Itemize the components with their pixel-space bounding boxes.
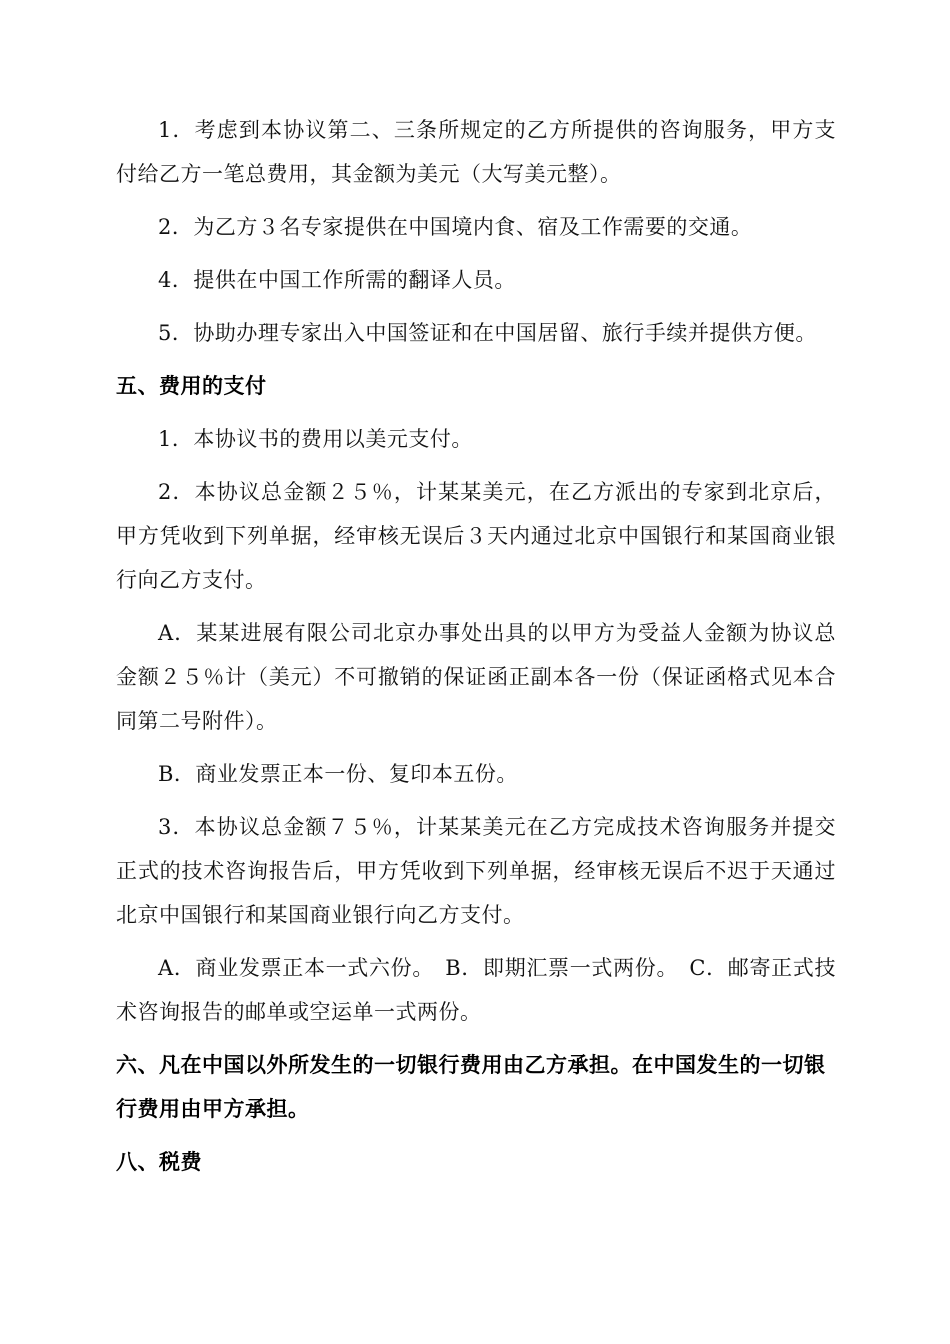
section-heading-payment: 五、费用的支付 (116, 374, 267, 398)
clause-5-3-second-payment: 3．本协议总金额７５％，计某某美元在乙方完成技术咨询服务并提交正式的技术咨询报告后，甲方凭收到下列单据，经审核无误后不迟于天通过北京中国银行和某国商业银行向乙方支付。 (116, 815, 836, 927)
clause-5-1-currency: 1．本协议书的费用以美元支付。 (158, 427, 473, 451)
clause-5-2-a-guarantee: A．某某进展有限公司北京办事处出具的以甲方为受益人金额为协议总金额２５％计（美元）不可撤销的保证函正副本各一份（保证函格式见本合同第二号附件）。 (116, 621, 836, 733)
clause-4-5-visa: 5．协助办理专家出入中国签证和在中国居留、旅行手续并提供方便。 (158, 321, 817, 345)
clause-4-2-accommodation: 2．为乙方３名专家提供在中国境内食、宿及工作需要的交通。 (158, 215, 753, 239)
clause-5-2-first-payment: 2．本协议总金额２５％，计某某美元，在乙方派出的专家到北京后，甲方凭收到下列单据，经审核无误后３天内通过北京中国银行和某国商业银行向乙方支付。 (116, 480, 836, 592)
section-heading-taxes: 八、税费 (116, 1150, 202, 1174)
clause-5-2-b-invoice: B．商业发票正本一份、复印本五份。 (158, 762, 518, 786)
clause-4-1-total-fee: 1．考虑到本协议第二、三条所规定的乙方所提供的咨询服务，甲方支付给乙方一笔总费用，其金额为美元（大写美元整）。 (116, 118, 836, 186)
clause-4-4-translators: 4．提供在中国工作所需的翻译人员。 (158, 268, 516, 292)
document-body (116, 108, 836, 1193)
section-heading-bank-fees: 六、凡在中国以外所发生的一切银行费用由乙方承担。在中国发生的一切银行费用由甲方承担。 (116, 1053, 826, 1121)
clause-5-3-documents: A．商业发票正本一式六份。 B．即期汇票一式两份。 C．邮寄正式技术咨询报告的邮单或空运单一式两份。 (116, 956, 836, 1024)
